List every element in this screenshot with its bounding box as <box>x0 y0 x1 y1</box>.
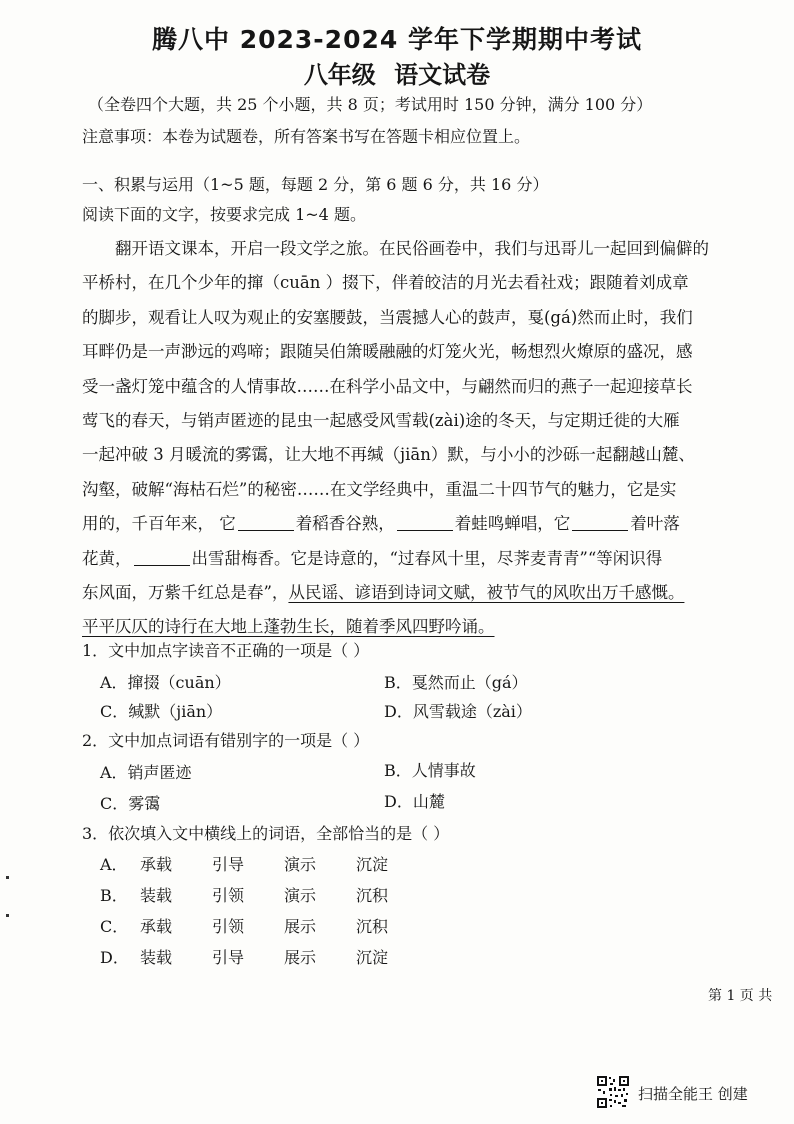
passage-line: 沟壑，破解“海枯石烂”的秘密……在文学经典中，重温二十四节气的魅力，它是实 <box>82 479 677 499</box>
q1-option-d: D．风雪载途（zài） <box>384 702 532 721</box>
scan-speck <box>6 914 9 917</box>
section-heading: 一、积累与运用（1~5 题，每题 2 分，第 6 题 6 分，共 16 分） <box>82 175 549 194</box>
option-label: A． <box>100 855 128 874</box>
option-word: 承载 <box>140 917 173 936</box>
exam-notice: 注意事项：本卷为试题卷，所有答案书写在答题卡相应位置上。 <box>82 127 531 146</box>
option-word: 装载 <box>140 948 173 967</box>
option-word: 引导 <box>212 855 245 874</box>
reading-passage <box>82 232 782 645</box>
option-word: 沉淀 <box>356 948 389 967</box>
option-word: 沉积 <box>356 917 389 936</box>
q3-option-c <box>100 914 428 937</box>
passage-line: 平桥村，在几个少年的撺（cuān ）掇下，伴着皎洁的月光去看社戏；跟随着刘成章 <box>82 273 689 293</box>
option-word: 引领 <box>212 917 245 936</box>
option-word: 引领 <box>212 886 245 905</box>
passage-line: 一起冲破 3 月暖流的雾霭，让大地不再缄（jiān）默，与小小的沙砾一起翻越山麓、 <box>82 445 695 465</box>
option-word: 承载 <box>140 855 173 874</box>
q3-option-a <box>100 852 428 875</box>
passage-text: 着叶落 <box>630 514 680 534</box>
passage-line: 翻开语文课本，开启一段文学之旅。在民俗画卷中，我们与迅哥儿一起回到偏僻的 <box>115 239 709 258</box>
q1-option-a: A．撺掇（cuān） <box>100 673 231 692</box>
q2-option-c: C．雾霭 <box>100 794 161 813</box>
fill-blank-1 <box>238 512 294 531</box>
fill-blank-4 <box>134 547 190 566</box>
q3-option-d <box>100 945 428 968</box>
question-1: 1．文中加点字读音不正确的一项是（ ） <box>82 641 370 660</box>
option-word: 装载 <box>140 886 173 905</box>
option-word: 展示 <box>284 948 317 967</box>
passage-text: 着稻香谷熟， <box>295 514 395 534</box>
passage-line-with-blanks <box>82 542 782 576</box>
passage-line: 耳畔仍是一声渺远的鸡啼；跟随吴伯箫暖融融的灯笼火光，畅想烈火燎原的盛况，感 <box>82 342 693 362</box>
section-instruction: 阅读下面的文字，按要求完成 1~4 题。 <box>82 205 366 224</box>
q1-option-b: B．戛然而止（gá） <box>384 673 528 692</box>
underlined-sentence: 从民谣、谚语到诗词文赋，被节气的风吹出万千感慨。 <box>288 582 685 602</box>
option-label: C． <box>100 917 129 936</box>
option-label: B． <box>100 886 128 905</box>
exam-title: 腾八中 2023-2024 学年下学期期中考试 <box>152 25 642 54</box>
option-word: 沉淀 <box>356 855 389 874</box>
scan-speck <box>6 876 9 879</box>
passage-text: 出雪甜梅香。它是诗意的，“过春风十里，尽荠麦青青”“等闲识得 <box>191 548 663 568</box>
fill-blank-3 <box>572 512 628 531</box>
passage-line <box>82 576 782 610</box>
passage-line-with-blanks <box>82 507 782 541</box>
q2-option-d: D．山麓 <box>384 792 445 811</box>
q2-option-b: B．人情事故 <box>384 761 476 780</box>
option-label: D． <box>100 948 129 967</box>
option-word: 沉积 <box>356 886 389 905</box>
qr-code-icon <box>596 1075 630 1109</box>
passage-text: 用的，千百年来， 它 <box>82 514 236 534</box>
exam-info: （全卷四个大题，共 25 个小题，共 8 页；考试用时 150 分钟，满分 100 分） <box>88 95 653 114</box>
question-2: 2．文中加点词语有错别字的一项是（ ） <box>82 731 370 750</box>
passage-text: 东风面，万紫千红总是春”， <box>82 582 289 602</box>
passage-text: 着蛙鸣蝉唱，它 <box>454 514 571 534</box>
option-word: 展示 <box>284 917 317 936</box>
q3-option-b <box>100 883 428 906</box>
q2-option-a: A．销声匿迹 <box>100 763 192 782</box>
scanner-watermark: 扫描全能王 创建 <box>638 1085 748 1103</box>
option-word: 引导 <box>212 948 245 967</box>
fill-blank-2 <box>397 512 453 531</box>
passage-line: 受一盏灯笼中蕴含的人情事故……在科学小品文中，与翩然而归的燕子一起迎接草长 <box>82 376 693 396</box>
option-word: 演示 <box>284 886 317 905</box>
passage-text: 花黄， <box>82 548 132 568</box>
q1-option-c: C．缄默（jiān） <box>100 702 223 721</box>
passage-line: 的脚步，观看让人叹为观止的安塞腰鼓，当震撼人心的鼓声，戛(gá)然而止时，我们 <box>82 307 693 327</box>
option-word: 演示 <box>284 855 317 874</box>
exam-subtitle: 八年级 语文试卷 <box>303 61 491 89</box>
underlined-sentence: 平平仄仄的诗行在大地上蓬勃生长，随着季风四野吟诵。 <box>82 617 495 637</box>
passage-line: 莺飞的春天，与销声匿迹的昆虫一起感受风雪载(zài)途的冬天，与定期迁徙的大雁 <box>82 410 680 430</box>
question-3: 3．依次填入文中横线上的词语，全部恰当的是（ ） <box>82 824 450 843</box>
page-number: 第 1 页 共 <box>708 988 773 1004</box>
